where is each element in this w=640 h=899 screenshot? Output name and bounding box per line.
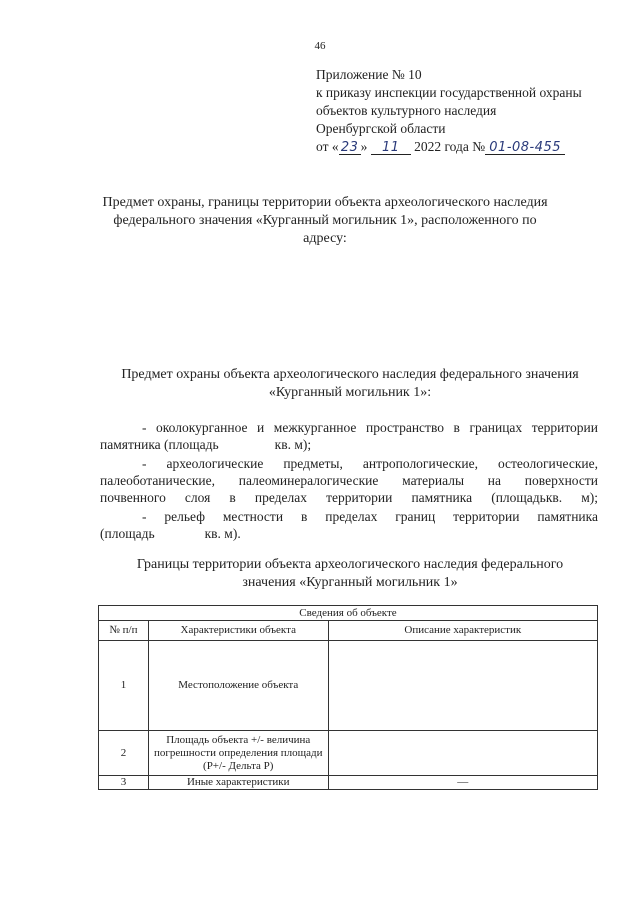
item-2-area-unit: кв. м); — [545, 490, 598, 505]
appendix-date-line — [316, 138, 582, 156]
date-year: 2022 года № — [414, 139, 486, 154]
item-3-area-label: (площадь — [100, 526, 155, 541]
table-row — [99, 641, 598, 731]
title-line-1: Предмет охраны, границы территории объекта археологического наследия — [102, 195, 548, 210]
table-header-row — [99, 621, 598, 641]
borders-heading — [100, 556, 600, 592]
row-characteristic: Местоположение объекта — [148, 641, 328, 731]
title-line-2: федерального значения «Курганный могильник 1», расположенного по — [113, 213, 537, 228]
appendix-line-3: объектов культурного наследия — [316, 103, 497, 118]
protection-subject-heading — [95, 366, 605, 402]
row-characteristic: Площадь объекта +/- величина погрешности определения площади (P+/- Дельта P) — [148, 731, 328, 776]
subject-line-2: «Курганный могильник 1»: — [268, 385, 432, 400]
item-2 — [100, 455, 598, 506]
header-characteristic: Характеристики объекта — [148, 621, 328, 641]
order-number: 01-08-455 — [485, 141, 565, 155]
item-3 — [100, 508, 598, 542]
row-number: 1 — [99, 641, 149, 731]
appendix-line-2: к приказу инспекции государственной охраны — [316, 85, 582, 100]
row-characteristic: Иные характеристики — [148, 776, 328, 790]
table-caption: Сведения об объекте — [99, 606, 598, 621]
date-month: 11 — [371, 141, 411, 155]
borders-line-2: значения «Курганный могильник 1» — [242, 575, 458, 590]
item-1-line-2 — [100, 436, 598, 453]
item-2-line-1: - археологические предметы, антропологические, остеологические, — [142, 456, 598, 471]
row-number: 3 — [99, 776, 149, 790]
item-2-area-label: почвенного слоя в пределах территории памятника (площадь — [100, 490, 546, 505]
item-3-line-2 — [100, 525, 598, 542]
row-description: — — [328, 776, 597, 790]
row-description — [328, 731, 597, 776]
item-3-line-1: - рельеф местности в пределах границ территории памятника — [142, 509, 598, 524]
appendix-header — [316, 66, 582, 156]
header-description: Описание характеристик — [328, 621, 597, 641]
item-2-line-3 — [100, 489, 598, 506]
date-mid: » — [360, 139, 368, 154]
title-line-3: адресу: — [303, 231, 347, 246]
table-row — [99, 731, 598, 776]
page-number: 46 — [314, 40, 326, 52]
item-1-area-unit: кв. м); — [274, 437, 312, 452]
date-day: 23 — [339, 141, 361, 155]
header-number: № п/п — [99, 621, 149, 641]
row-number: 2 — [99, 731, 149, 776]
object-info-table — [98, 605, 598, 790]
date-prefix: от « — [316, 139, 339, 154]
document-title — [95, 194, 555, 248]
item-2-line-2: палеоботанические, палеоминералогические материалы на поверхности — [100, 473, 598, 488]
item-1-area-label: памятника (площадь — [100, 437, 219, 452]
item-1-line-1: - околокурганное и межкурганное пространство в границах территории — [142, 420, 598, 435]
table-row — [99, 776, 598, 790]
appendix-line-1: Приложение № 10 — [316, 67, 422, 82]
borders-line-1: Границы территории объекта археологического наследия федерального — [136, 557, 564, 572]
item-3-area-unit: кв. м). — [204, 526, 241, 541]
item-1 — [100, 419, 598, 453]
subject-line-1: Предмет охраны объекта археологического наследия федерального значения — [121, 367, 579, 382]
appendix-line-4: Оренбургской области — [316, 121, 446, 136]
row-description — [328, 641, 597, 731]
